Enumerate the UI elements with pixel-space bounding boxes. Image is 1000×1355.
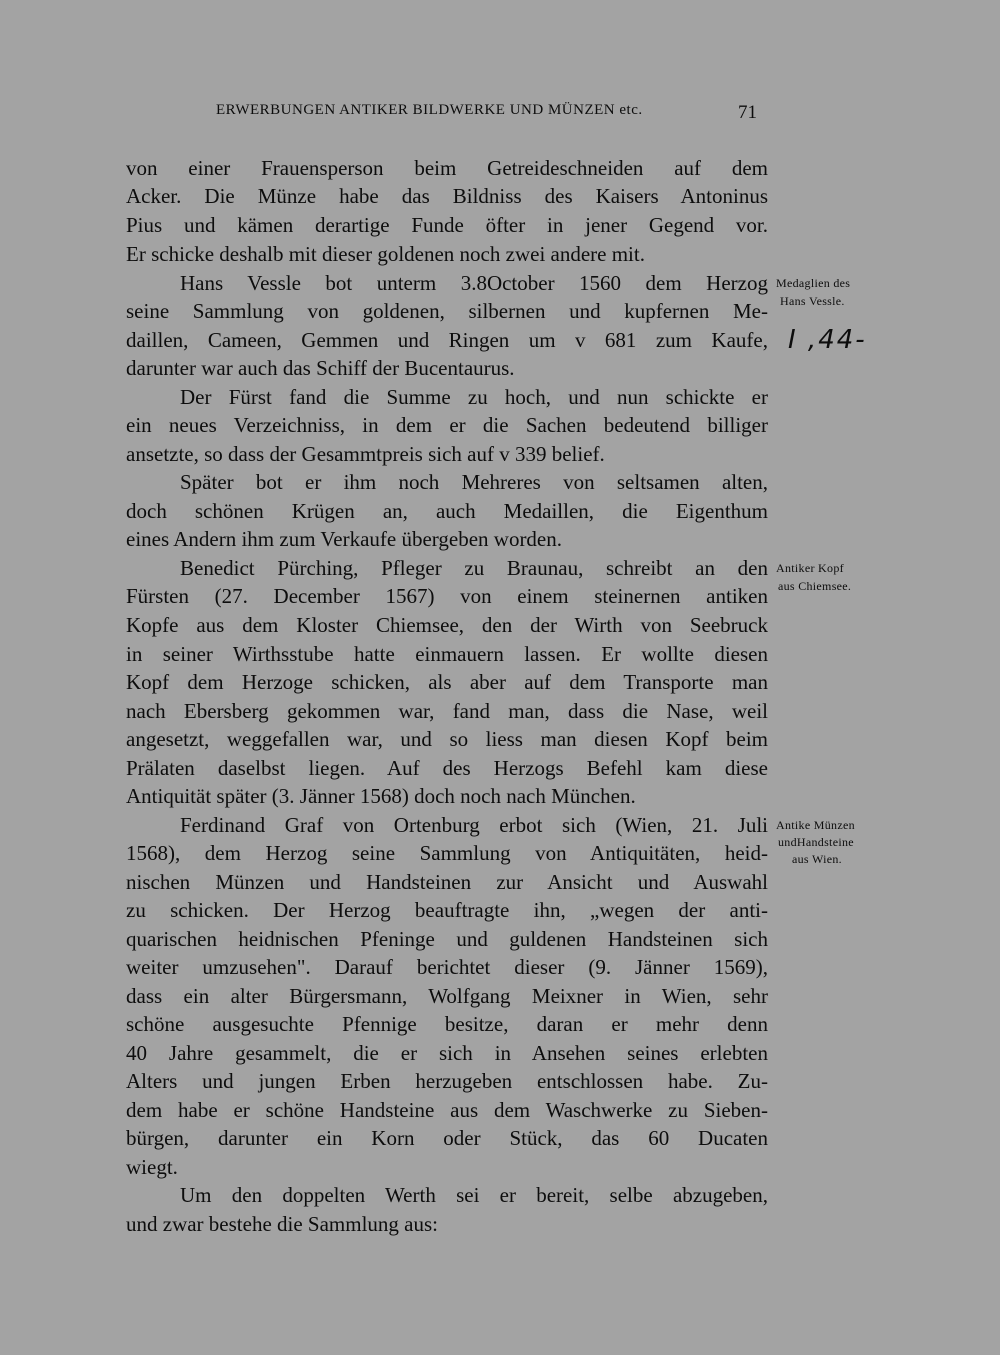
text-line: schöne ausgesuchte Pfennige besitze, daran er mehr denn xyxy=(126,1012,768,1036)
text-line: angesetzt, weggefallen war, und so liess man diesen Kopf beim xyxy=(126,727,768,751)
text-line: Hans Vessle bot unterm 3.8October 1560 dem Herzog xyxy=(180,271,768,295)
text-line: seine Sammlung von goldenen, silbernen und kupfernen Me- xyxy=(126,299,768,323)
text-line: Später bot er ihm noch Mehreres von seltsamen alten, xyxy=(180,470,768,494)
text-line: doch schönen Krügen an, auch Medaillen, die Eigenthum xyxy=(126,499,768,523)
running-header: ERWERBUNGEN ANTIKER BILDWERKE UND MÜNZEN etc. xyxy=(216,102,643,118)
text-line: Der Fürst fand die Summe zu hoch, und nun schickte er xyxy=(180,385,768,409)
text-line: darunter war auch das Schiff der Bucentaurus. xyxy=(126,356,515,380)
text-line: nischen Münzen und Handsteinen zur Ansicht und Auswahl xyxy=(126,870,768,894)
handwritten-note: I ,44- xyxy=(788,325,867,355)
text-line: 40 Jahre gesammelt, die er sich in Ansehen seines erlebten xyxy=(126,1041,768,1065)
text-line: ansetzte, so dass der Gesammtpreis sich auf v 339 belief. xyxy=(126,442,605,466)
text-line: weiter umzusehen". Darauf berichtet dieser (9. Jänner 1569), xyxy=(126,955,768,979)
text-line: wiegt. xyxy=(126,1155,178,1179)
text-line: Kopfe aus dem Kloster Chiemsee, den der Wirth von Seebruck xyxy=(126,613,768,637)
text-line: nach Ebersberg gekommen war, fand man, dass die Nase, weil xyxy=(126,699,768,723)
text-line: ein neues Verzeichniss, in dem er die Sachen bedeutend billiger xyxy=(126,413,768,437)
margin-note-line: aus Wien. xyxy=(792,852,842,866)
text-line: eines Andern ihm zum Verkaufe übergeben worden. xyxy=(126,527,563,551)
text-line: bürgen, darunter ein Korn oder Stück, das 60 Ducaten xyxy=(126,1126,768,1150)
text-line: Acker. Die Münze habe das Bildniss des Kaisers Antoninus xyxy=(126,184,768,208)
text-line: in seiner Wirthsstube hatte einmauern lassen. Er wollte diesen xyxy=(126,642,768,666)
text-line: Er schicke deshalb mit dieser goldenen noch zwei andere mit. xyxy=(126,242,645,266)
text-line: zu schicken. Der Herzog beauftragte ihn, „wegen der anti- xyxy=(126,898,768,922)
text-line: Prälaten daselbst liegen. Auf des Herzogs Befehl kam diese xyxy=(126,756,768,780)
text-line: Um den doppelten Werth sei er bereit, selbe abzugeben, xyxy=(180,1183,768,1207)
text-line: Benedict Pürching, Pfleger zu Braunau, schreibt an den xyxy=(180,556,768,580)
text-line: 1568), dem Herzog seine Sammlung von Antiquitäten, heid- xyxy=(126,841,768,865)
text-line: Kopf dem Herzoge schicken, als aber auf dem Transporte man xyxy=(126,670,768,694)
margin-note-line: Antiker Kopf xyxy=(776,561,844,575)
margin-note-line: Hans Vessle. xyxy=(780,294,845,308)
text-line: und zwar bestehe die Sammlung aus: xyxy=(126,1212,439,1236)
margin-note-line: undHandsteine xyxy=(778,835,854,849)
text-line: Alters und jungen Erben herzugeben entschlossen habe. Zu- xyxy=(126,1069,768,1093)
margin-note-line: aus Chiemsee. xyxy=(778,579,852,593)
margin-note-line: Antike Münzen xyxy=(776,818,855,832)
text-line: Antiquität später (3. Jänner 1568) doch noch nach München. xyxy=(126,784,636,808)
text-line: Pius und kämen derartige Funde öfter in jener Gegend vor. xyxy=(126,213,768,237)
text-line: quarischen heidnischen Pfeninge und guldenen Handsteinen sich xyxy=(126,927,768,951)
text-line: Fürsten (27. December 1567) von einem steinernen antiken xyxy=(126,584,768,608)
text-line: dem habe er schöne Handsteine aus dem Waschwerke zu Sieben- xyxy=(126,1098,768,1122)
text-line: von einer Frauensperson beim Getreideschneiden auf dem xyxy=(126,156,768,180)
margin-note-line: Medaglien des xyxy=(776,276,851,290)
text-line: daillen, Cameen, Gemmen und Ringen um v 681 zum Kaufe, xyxy=(126,328,768,352)
page-number: 71 xyxy=(738,102,757,123)
text-line: Ferdinand Graf von Ortenburg erbot sich (Wien, 21. Juli xyxy=(180,813,768,837)
text-line: dass ein alter Bürgersmann, Wolfgang Meixner in Wien, sehr xyxy=(126,984,768,1008)
